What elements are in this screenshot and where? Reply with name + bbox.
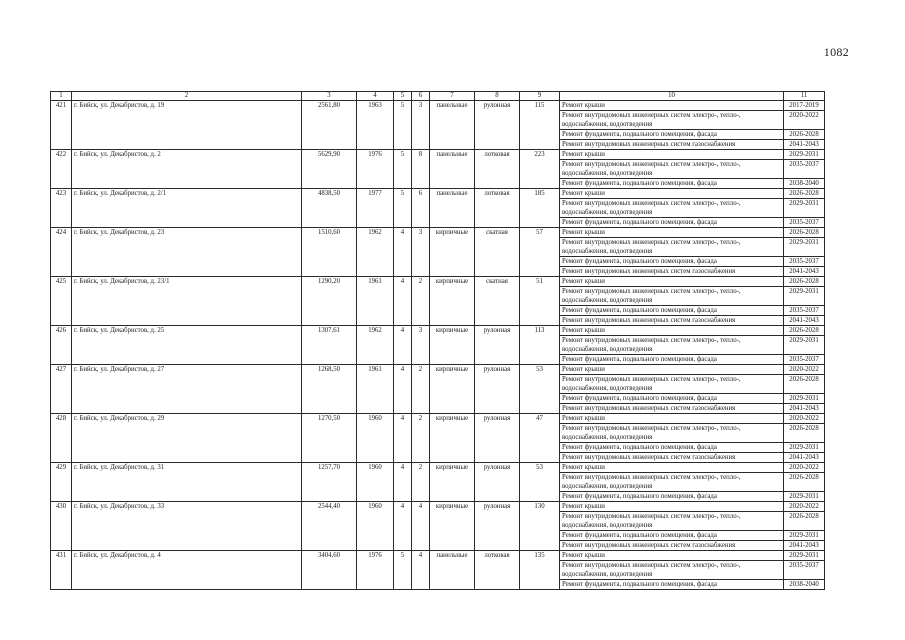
page-number: 1082 (823, 45, 849, 59)
period-cell: 2035-2037 (784, 561, 825, 580)
column-number: 6 (412, 92, 430, 101)
work-type-cell: Ремонт крыши (560, 551, 784, 561)
table-row (51, 277, 825, 287)
roof-type-cell: лотковая (475, 189, 520, 228)
period-cell: 2035-2037 (784, 218, 825, 228)
address-cell: г. Бийск, ул. Декабристов, д. 4 (72, 551, 302, 590)
column-number: 8 (475, 92, 520, 101)
roof-type-cell: рулонная (475, 101, 520, 150)
period-cell: 2020-2022 (784, 463, 825, 473)
work-type-cell: Ремонт крыши (560, 463, 784, 473)
floors-cell: 5 (394, 189, 412, 228)
entrances-cell: 6 (412, 189, 430, 228)
table-row (51, 101, 825, 111)
period-cell: 2035-2037 (784, 160, 825, 179)
period-cell: 2029-2031 (784, 551, 825, 561)
area-cell: 1270,50 (302, 414, 357, 463)
floors-cell: 4 (394, 365, 412, 414)
work-type-cell: Ремонт крыши (560, 101, 784, 111)
area-cell: 1257,70 (302, 463, 357, 502)
area-cell: 2561,80 (302, 101, 357, 150)
period-cell: 2026-2028 (784, 512, 825, 531)
work-type-cell: Ремонт фундамента, подвального помещения, фасада (560, 492, 784, 502)
row-number-cell: 431 (51, 551, 72, 590)
period-cell: 2026-2028 (784, 375, 825, 394)
row-number-cell: 428 (51, 414, 72, 463)
address-cell: г. Бийск, ул. Декабристов, д. 27 (72, 365, 302, 414)
work-type-cell: Ремонт крыши (560, 502, 784, 512)
row-number-cell: 429 (51, 463, 72, 502)
work-type-cell: Ремонт крыши (560, 277, 784, 287)
table-row (51, 189, 825, 199)
period-cell: 2029-2031 (784, 492, 825, 502)
row-number-cell: 425 (51, 277, 72, 326)
wall-material-cell: панельные (430, 189, 475, 228)
address-cell: г. Бийск, ул. Декабристов, д. 31 (72, 463, 302, 502)
period-cell: 2020-2022 (784, 414, 825, 424)
table-row (51, 365, 825, 375)
floors-cell: 5 (394, 101, 412, 150)
wall-material-cell: кирпичные (430, 277, 475, 326)
roof-type-cell: рулонная (475, 365, 520, 414)
column-number: 7 (430, 92, 475, 101)
floors-cell: 5 (394, 150, 412, 189)
work-type-cell: Ремонт внутридомовых инженерных систем электро-, тепло-, водоснабжения, водоотведения (560, 424, 784, 443)
entrances-cell: 3 (412, 228, 430, 277)
entrances-cell: 2 (412, 365, 430, 414)
row-number-cell: 421 (51, 101, 72, 150)
roof-type-cell: лотковая (475, 551, 520, 590)
row-number-cell: 430 (51, 502, 72, 551)
work-type-cell: Ремонт внутридомовых инженерных систем электро-, тепло-, водоснабжения, водоотведения (560, 375, 784, 394)
column-number: 2 (72, 92, 302, 101)
area-cell: 1307,61 (302, 326, 357, 365)
work-type-cell: Ремонт внутридомовых инженерных систем газоснабжения (560, 404, 784, 414)
period-cell: 2020-2022 (784, 502, 825, 512)
floors-cell: 4 (394, 502, 412, 551)
table-row (51, 150, 825, 160)
floors-cell: 4 (394, 228, 412, 277)
area-cell: 1290,20 (302, 277, 357, 326)
build-year-cell: 1977 (357, 189, 394, 228)
work-type-cell: Ремонт внутридомовых инженерных систем электро-, тепло-, водоснабжения, водоотведения (560, 111, 784, 130)
period-cell: 2041-2043 (784, 541, 825, 551)
flat-count-cell: 47 (520, 414, 560, 463)
work-type-cell: Ремонт внутридомовых инженерных систем газоснабжения (560, 316, 784, 326)
entrances-cell: 4 (412, 551, 430, 590)
period-cell: 2035-2037 (784, 306, 825, 316)
period-cell: 2026-2028 (784, 130, 825, 140)
work-type-cell: Ремонт крыши (560, 150, 784, 160)
address-cell: г. Бийск, ул. Декабристов, д. 2 (72, 150, 302, 189)
period-cell: 2026-2028 (784, 189, 825, 199)
work-type-cell: Ремонт внутридомовых инженерных систем электро-, тепло-, водоснабжения, водоотведения (560, 512, 784, 531)
period-cell: 2038-2040 (784, 179, 825, 189)
flat-count-cell: 53 (520, 463, 560, 502)
period-cell: 2029-2031 (784, 394, 825, 404)
period-cell: 2020-2022 (784, 111, 825, 130)
period-cell: 2026-2028 (784, 424, 825, 443)
work-type-cell: Ремонт фундамента, подвального помещения, фасада (560, 531, 784, 541)
work-type-cell: Ремонт крыши (560, 365, 784, 375)
work-type-cell: Ремонт фундамента, подвального помещения, фасада (560, 218, 784, 228)
wall-material-cell: кирпичные (430, 463, 475, 502)
period-cell: 2029-2031 (784, 150, 825, 160)
work-type-cell: Ремонт фундамента, подвального помещения, фасада (560, 306, 784, 316)
address-cell: г. Бийск, ул. Декабристов, д. 33 (72, 502, 302, 551)
work-type-cell: Ремонт внутридомовых инженерных систем газоснабжения (560, 541, 784, 551)
table-row (51, 228, 825, 238)
period-cell: 2029-2031 (784, 238, 825, 257)
entrances-cell: 4 (412, 502, 430, 551)
entrances-cell: 8 (412, 150, 430, 189)
flat-count-cell: 185 (520, 189, 560, 228)
floors-cell: 4 (394, 326, 412, 365)
table-row (51, 502, 825, 512)
period-cell: 2038-2040 (784, 580, 825, 590)
flat-count-cell: 51 (520, 277, 560, 326)
row-number-cell: 427 (51, 365, 72, 414)
address-cell: г. Бийск, ул. Декабристов, д. 19 (72, 101, 302, 150)
area-cell: 1510,60 (302, 228, 357, 277)
period-cell: 2029-2031 (784, 287, 825, 306)
column-number: 5 (394, 92, 412, 101)
floors-cell: 4 (394, 277, 412, 326)
table-row (51, 414, 825, 424)
column-number: 3 (302, 92, 357, 101)
period-cell: 2017-2019 (784, 101, 825, 111)
period-cell: 2026-2028 (784, 228, 825, 238)
row-number-cell: 423 (51, 189, 72, 228)
work-type-cell: Ремонт внутридомовых инженерных систем электро-, тепло-, водоснабжения, водоотведения (560, 336, 784, 355)
area-cell: 1268,50 (302, 365, 357, 414)
table-row (51, 463, 825, 473)
wall-material-cell: панельные (430, 551, 475, 590)
period-cell: 2026-2028 (784, 326, 825, 336)
address-cell: г. Бийск, ул. Декабристов, д. 25 (72, 326, 302, 365)
wall-material-cell: панельные (430, 101, 475, 150)
work-type-cell: Ремонт внутридомовых инженерных систем электро-, тепло-, водоснабжения, водоотведения (560, 561, 784, 580)
roof-type-cell: рулонная (475, 502, 520, 551)
wall-material-cell: панельные (430, 150, 475, 189)
wall-material-cell: кирпичные (430, 228, 475, 277)
work-type-cell: Ремонт внутридомовых инженерных систем электро-, тепло-, водоснабжения, водоотведения (560, 473, 784, 492)
period-cell: 2041-2043 (784, 267, 825, 277)
build-year-cell: 1976 (357, 551, 394, 590)
work-type-cell: Ремонт фундамента, подвального помещения, фасада (560, 179, 784, 189)
flat-count-cell: 53 (520, 365, 560, 414)
period-cell: 2041-2043 (784, 453, 825, 463)
row-number-cell: 424 (51, 228, 72, 277)
period-cell: 2026-2028 (784, 473, 825, 492)
address-cell: г. Бийск, ул. Декабристов, д. 23 (72, 228, 302, 277)
work-type-cell: Ремонт фундамента, подвального помещения, фасада (560, 355, 784, 365)
work-type-cell: Ремонт крыши (560, 414, 784, 424)
flat-count-cell: 223 (520, 150, 560, 189)
work-type-cell: Ремонт внутридомовых инженерных систем газоснабжения (560, 453, 784, 463)
wall-material-cell: кирпичные (430, 365, 475, 414)
entrances-cell: 2 (412, 277, 430, 326)
build-year-cell: 1960 (357, 463, 394, 502)
build-year-cell: 1963 (357, 101, 394, 150)
period-cell: 2020-2022 (784, 365, 825, 375)
work-type-cell: Ремонт внутридомовых инженерных систем электро-, тепло-, водоснабжения, водоотведения (560, 199, 784, 218)
work-type-cell: Ремонт внутридомовых инженерных систем электро-, тепло-, водоснабжения, водоотведения (560, 160, 784, 179)
build-year-cell: 1961 (357, 277, 394, 326)
roof-type-cell: лотковая (475, 150, 520, 189)
table-row (51, 551, 825, 561)
period-cell: 2029-2031 (784, 443, 825, 453)
address-cell: г. Бийск, ул. Декабристов, д. 23/1 (72, 277, 302, 326)
build-year-cell: 1962 (357, 326, 394, 365)
entrances-cell: 3 (412, 101, 430, 150)
row-number-cell: 422 (51, 150, 72, 189)
area-cell: 4838,50 (302, 189, 357, 228)
wall-material-cell: кирпичные (430, 502, 475, 551)
address-cell: г. Бийск, ул. Декабристов, д. 29 (72, 414, 302, 463)
build-year-cell: 1962 (357, 228, 394, 277)
work-type-cell: Ремонт внутридомовых инженерных систем электро-, тепло-, водоснабжения, водоотведения (560, 287, 784, 306)
area-cell: 2544,40 (302, 502, 357, 551)
roof-type-cell: скатная (475, 228, 520, 277)
floors-cell: 4 (394, 414, 412, 463)
roof-type-cell: рулонная (475, 326, 520, 365)
period-cell: 2029-2031 (784, 531, 825, 541)
floors-cell: 4 (394, 463, 412, 502)
period-cell: 2041-2043 (784, 140, 825, 150)
work-type-cell: Ремонт фундамента, подвального помещения, фасада (560, 580, 784, 590)
work-type-cell: Ремонт фундамента, подвального помещения, фасада (560, 394, 784, 404)
work-type-cell: Ремонт фундамента, подвального помещения, фасада (560, 130, 784, 140)
housing-repair-table (50, 91, 825, 590)
work-type-cell: Ремонт крыши (560, 189, 784, 199)
flat-count-cell: 115 (520, 101, 560, 150)
work-type-cell: Ремонт крыши (560, 228, 784, 238)
period-cell: 2041-2043 (784, 316, 825, 326)
wall-material-cell: кирпичные (430, 414, 475, 463)
header-row (51, 92, 825, 101)
work-type-cell: Ремонт крыши (560, 326, 784, 336)
entrances-cell: 2 (412, 463, 430, 502)
flat-count-cell: 57 (520, 228, 560, 277)
area-cell: 3404,60 (302, 551, 357, 590)
flat-count-cell: 113 (520, 326, 560, 365)
column-number: 10 (560, 92, 784, 101)
period-cell: 2041-2043 (784, 404, 825, 414)
column-number: 4 (357, 92, 394, 101)
build-year-cell: 1960 (357, 502, 394, 551)
floors-cell: 5 (394, 551, 412, 590)
column-number: 1 (51, 92, 72, 101)
entrances-cell: 2 (412, 414, 430, 463)
build-year-cell: 1960 (357, 414, 394, 463)
roof-type-cell: скатная (475, 277, 520, 326)
work-type-cell: Ремонт фундамента, подвального помещения, фасада (560, 257, 784, 267)
work-type-cell: Ремонт фундамента, подвального помещения, фасада (560, 443, 784, 453)
roof-type-cell: рулонная (475, 463, 520, 502)
period-cell: 2029-2031 (784, 336, 825, 355)
column-number: 9 (520, 92, 560, 101)
wall-material-cell: кирпичные (430, 326, 475, 365)
row-number-cell: 426 (51, 326, 72, 365)
work-type-cell: Ремонт внутридомовых инженерных систем газоснабжения (560, 267, 784, 277)
area-cell: 5629,90 (302, 150, 357, 189)
build-year-cell: 1976 (357, 150, 394, 189)
period-cell: 2035-2037 (784, 355, 825, 365)
entrances-cell: 3 (412, 326, 430, 365)
column-number: 11 (784, 92, 825, 101)
period-cell: 2029-2031 (784, 199, 825, 218)
work-type-cell: Ремонт внутридомовых инженерных систем электро-, тепло-, водоснабжения, водоотведения (560, 238, 784, 257)
period-cell: 2026-2028 (784, 277, 825, 287)
roof-type-cell: рулонная (475, 414, 520, 463)
table-row (51, 326, 825, 336)
period-cell: 2035-2037 (784, 257, 825, 267)
build-year-cell: 1961 (357, 365, 394, 414)
flat-count-cell: 135 (520, 551, 560, 590)
address-cell: г. Бийск, ул. Декабристов, д. 2/1 (72, 189, 302, 228)
flat-count-cell: 130 (520, 502, 560, 551)
work-type-cell: Ремонт внутридомовых инженерных систем газоснабжения (560, 140, 784, 150)
